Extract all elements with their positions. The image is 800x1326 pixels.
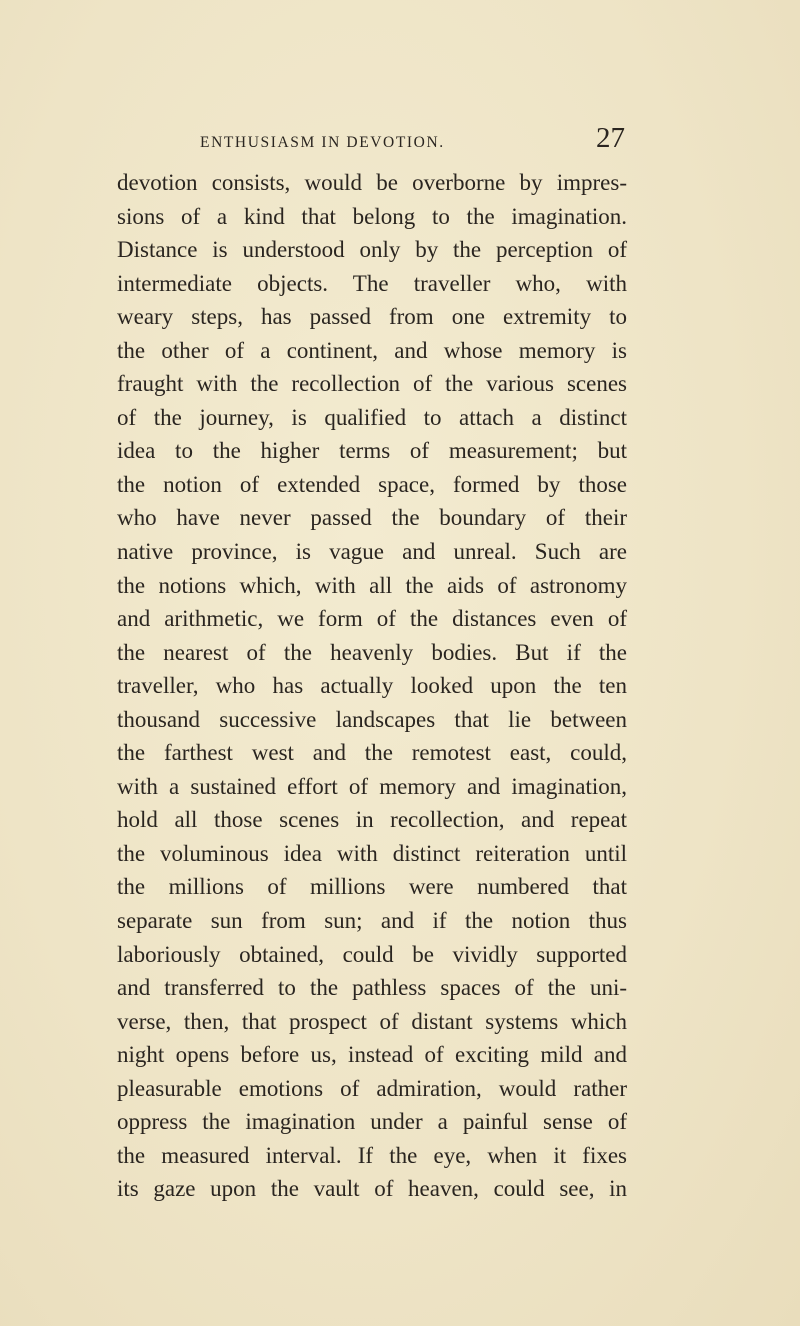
text-line: the notion of extended space, formed by those — [117, 471, 627, 497]
text-line: hold all those scenes in recollection, and repeat — [117, 807, 627, 833]
text-line: thousand successive landscapes that lie between — [117, 706, 627, 732]
text-line: who have never passed the boundary of their — [117, 505, 627, 531]
text-line: intermediate objects. The traveller who, with — [117, 270, 627, 296]
text-line: verse, then, that prospect of distant systems which — [117, 1008, 627, 1034]
text-line: and transferred to the pathless spaces of the uni- — [117, 975, 627, 1001]
text-line: of the journey, is qualified to attach a distinct — [117, 404, 627, 430]
text-line: with a sustained effort of memory and imagination, — [117, 773, 627, 799]
text-line: separate sun from sun; and if the notion thus — [117, 908, 627, 934]
text-line: weary steps, has passed from one extremity to — [117, 304, 627, 330]
text-line: fraught with the recollection of the various scenes — [117, 371, 627, 397]
text-line: Distance is understood only by the perception of — [117, 237, 627, 263]
text-line: pleasurable emotions of admiration, would rather — [117, 1075, 627, 1101]
text-line: night opens before us, instead of exciting mild and — [117, 1042, 627, 1068]
text-line: native province, is vague and unreal. Such are — [117, 539, 627, 565]
text-line: the nearest of the heavenly bodies. But if the — [117, 639, 627, 665]
text-line: the millions of millions were numbered that — [117, 874, 627, 900]
text-line: its gaze upon the vault of heaven, could see, in — [117, 1176, 627, 1202]
text-line: sions of a kind that belong to the imagination. — [117, 203, 627, 229]
text-line: the other of a continent, and whose memory is — [117, 337, 627, 363]
text-line: oppress the imagination under a painful sense of — [117, 1109, 627, 1135]
text-line: devotion consists, would be overborne by impres- — [117, 170, 627, 195]
text-line: the voluminous idea with distinct reiteration until — [117, 840, 627, 866]
text-line: laboriously obtained, could be vividly supported — [117, 941, 627, 967]
text-line: idea to the higher terms of measurement; but — [117, 438, 627, 464]
body-text — [117, 166, 627, 1206]
running-head: ENTHUSIASM IN DEVOTION. — [200, 134, 445, 151]
text-line: the farthest west and the remotest east, could, — [117, 740, 627, 766]
text-line: and arithmetic, we form of the distances even of — [117, 606, 627, 632]
text-line: the notions which, with all the aids of astronomy — [117, 572, 627, 598]
text-line: the measured interval. If the eye, when it fixes — [117, 1142, 627, 1168]
text-line: traveller, who has actually looked upon the ten — [117, 673, 627, 699]
page-number: 27 — [596, 122, 625, 154]
